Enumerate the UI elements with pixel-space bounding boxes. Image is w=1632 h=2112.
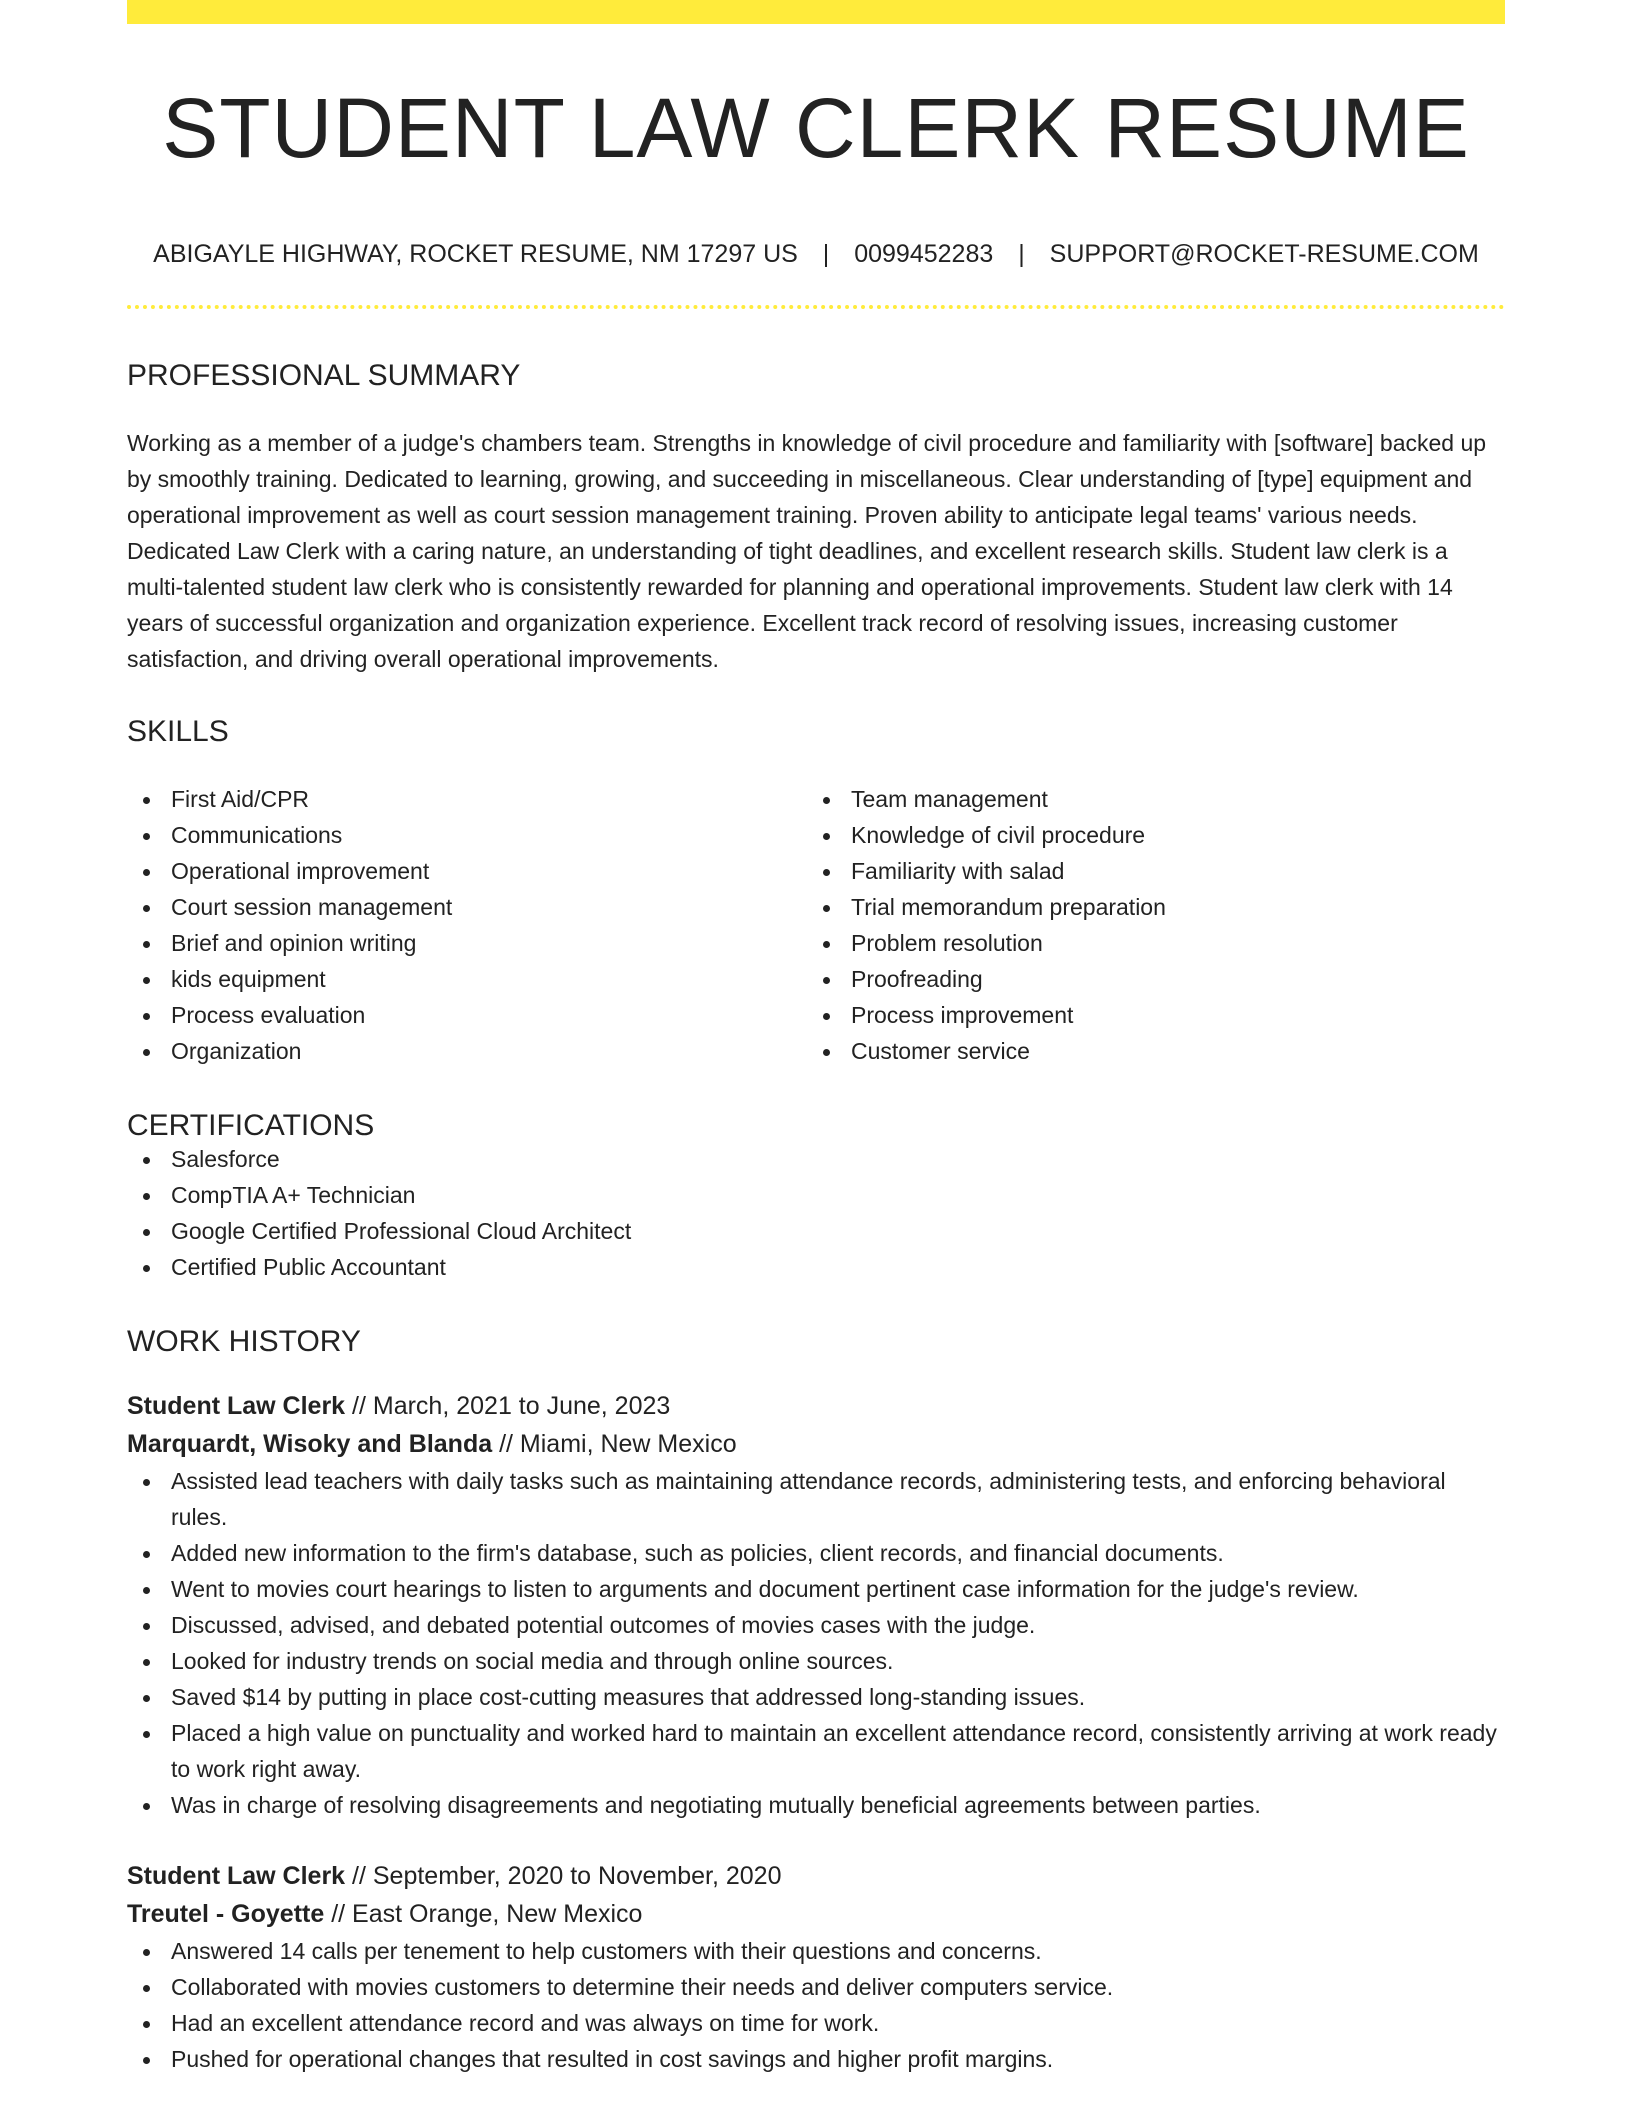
contact-phone: 0099452283 — [854, 240, 994, 268]
skill-item: kids equipment — [127, 961, 807, 997]
job-company-line — [127, 1425, 1505, 1463]
job-title: Student Law Clerk — [127, 1862, 346, 1890]
job-bullet: Went to movies court hearings to listen to arguments and document pertinent case information for the judge's review. — [127, 1571, 1505, 1607]
certifications-list — [127, 1141, 1505, 1285]
job-bullet: Assisted lead teachers with daily tasks such as maintaining attendance records, administering tests, and enforcing behavioral rules. — [127, 1463, 1505, 1535]
certifications-heading: CERTIFICATIONS — [127, 1109, 375, 1142]
job-bullet: Was in charge of resolving disagreements and negotiating mutually beneficial agreements between parties. — [127, 1787, 1505, 1823]
summary-text: Working as a member of a judge's chambers team. Strengths in knowledge of civil procedure and familiarity with [software] backed up by smoothly training. Dedicated to learning, growing, and succeeding in miscellaneous. Clear understanding of [type] equipment and operational improvement as well as court session management training. Proven ability to anticipate legal teams' various needs. Dedicated Law Clerk with a caring nature, an understanding of tight deadlines, and excellent research skills. Student law clerk is a multi-talented student law clerk who is consistently rewarded for planning and operational improvements. Student law clerk with 14 years of successful organization and organization experience. Excellent track record of resolving issues, increasing customer satisfaction, and driving overall operational improvements. — [127, 430, 1487, 672]
certification-item: CompTIA A+ Technician — [127, 1177, 1505, 1213]
job-location: // Miami, New Mexico — [492, 1430, 737, 1458]
job-title-line — [127, 1387, 1505, 1425]
job-company: Marquardt, Wisoky and Blanda — [127, 1430, 493, 1458]
summary-heading: PROFESSIONAL SUMMARY — [127, 359, 521, 392]
contact-email: SUPPORT@ROCKET-RESUME.COM — [1049, 240, 1479, 268]
skills-heading: SKILLS — [127, 715, 229, 748]
contact-address: ABIGAYLE HIGHWAY, ROCKET RESUME, NM 17297 US — [153, 240, 798, 268]
skill-item: Process improvement — [807, 997, 1487, 1033]
job-dates: // September, 2020 to November, 2020 — [345, 1862, 782, 1890]
skill-item: Process evaluation — [127, 997, 807, 1033]
certification-item: Google Certified Professional Cloud Architect — [127, 1213, 1505, 1249]
skill-item: Communications — [127, 817, 807, 853]
job-bullet-list — [127, 1463, 1505, 1823]
job-header — [127, 1857, 1505, 1933]
job-bullet: Looked for industry trends on social media and through online sources. — [127, 1643, 1505, 1679]
job-bullet: Collaborated with movies customers to determine their needs and deliver computers service. — [127, 1969, 1505, 2005]
job-dates: // March, 2021 to June, 2023 — [345, 1392, 671, 1420]
skill-item: Familiarity with salad — [807, 853, 1487, 889]
job-header — [127, 1387, 1505, 1463]
top-accent-bar — [127, 0, 1505, 24]
job-bullet: Had an excellent attendance record and was always on time for work. — [127, 2005, 1505, 2041]
skill-item: Proofreading — [807, 961, 1487, 997]
skill-item: First Aid/CPR — [127, 781, 807, 817]
certification-item: Salesforce — [127, 1141, 1505, 1177]
skill-item: Knowledge of civil procedure — [807, 817, 1487, 853]
contact-separator: | — [822, 240, 830, 268]
work-history-heading: WORK HISTORY — [127, 1325, 361, 1358]
job-bullet: Discussed, advised, and debated potential outcomes of movies cases with the judge. — [127, 1607, 1505, 1643]
skill-item: Operational improvement — [127, 853, 807, 889]
job-bullet: Added new information to the firm's database, such as policies, client records, and financial documents. — [127, 1535, 1505, 1571]
job-title-line — [127, 1857, 1505, 1895]
job-company-line — [127, 1895, 1505, 1933]
skill-item: Customer service — [807, 1033, 1487, 1069]
resume-page — [127, 0, 1505, 2077]
contact-line — [127, 242, 1505, 267]
skill-item: Problem resolution — [807, 925, 1487, 961]
skills-column-right — [807, 781, 1487, 1069]
skills-grid — [127, 781, 1505, 1069]
skill-item: Team management — [807, 781, 1487, 817]
job-title: Student Law Clerk — [127, 1392, 346, 1420]
skill-item: Organization — [127, 1033, 807, 1069]
skill-item: Court session management — [127, 889, 807, 925]
skill-item: Trial memorandum preparation — [807, 889, 1487, 925]
skill-item: Brief and opinion writing — [127, 925, 807, 961]
certification-item: Certified Public Accountant — [127, 1249, 1505, 1285]
job-bullet: Pushed for operational changes that resulted in cost savings and higher profit margins. — [127, 2041, 1505, 2077]
job-bullet-list — [127, 1933, 1505, 2077]
skills-column-left — [127, 781, 807, 1069]
job-bullet: Answered 14 calls per tenement to help customers with their questions and concerns. — [127, 1933, 1505, 1969]
job-bullet: Placed a high value on punctuality and worked hard to maintain an excellent attendance record, consistently arriving at work ready to work right away. — [127, 1715, 1505, 1787]
contact-separator: | — [1018, 240, 1025, 268]
job-location: // East Orange, New Mexico — [324, 1900, 643, 1928]
job-company: Treutel - Goyette — [127, 1900, 325, 1928]
header-divider — [127, 305, 1505, 309]
job-bullet: Saved $14 by putting in place cost-cutting measures that addressed long-standing issues. — [127, 1679, 1505, 1715]
resume-title: STUDENT LAW CLERK RESUME — [162, 81, 1470, 175]
